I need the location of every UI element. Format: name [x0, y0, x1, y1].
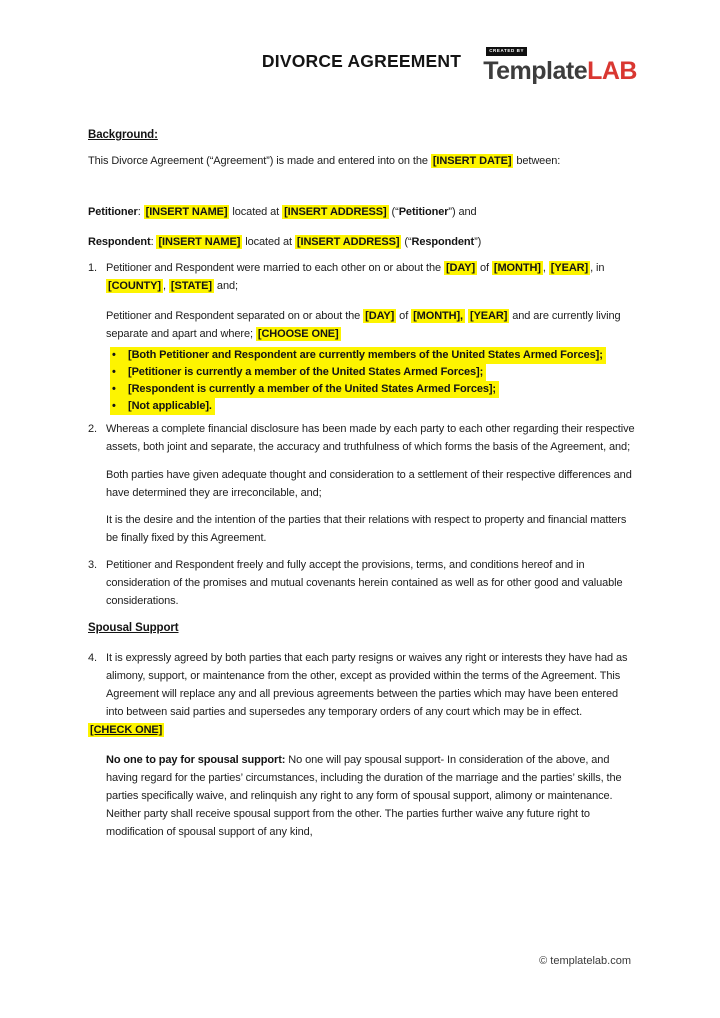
list-item-text: It is expressly agreed by both parties that each party resigns or waives any right or interests they have had as alimony, support, or maintenance from the other, except as provided within the terms of the Agreement. This Agreement will replace any and all previous agreements between the parties which may have been entered into between said parties and supersedes any temporary orders of any court which may be in effect.: [106, 652, 628, 718]
separation-paragraph: Petitioner and Respondent separated on or about the [DAY] of [MONTH], [YEAR] and are currently living separate and apart and where; [CHOOSE ONE]: [106, 310, 621, 340]
section-heading-background: Background:: [88, 129, 158, 141]
bullet-icon: •: [112, 366, 116, 378]
respondent-line: Respondent: [INSERT NAME] located at [INSERT ADDRESS] (“Respondent”): [88, 236, 482, 248]
no-spousal-support-paragraph: No one to pay for spousal support: No one will pay spousal support- In consideration of the above, and having regard for the parties’ circumstances, including the duration of the marriage and the parties’ skills, the parties specifically waive, and relinquish any right to any form of spousal support, alimony or maintenance. Neither party shall receive spousal support from the other. The parties further waive any future right to modification of spousal support of any kind,: [106, 754, 622, 838]
numbered-item-2: [88, 420, 635, 456]
bullet-item-text: [Petitioner is currently a member of the United States Armed Forces];: [128, 366, 484, 378]
list-number: 3.: [88, 559, 97, 571]
list-number: 2.: [88, 423, 97, 435]
numbered-item-3: [88, 556, 635, 610]
numbered-item-1: [88, 259, 635, 295]
intent-paragraph: It is the desire and the intention of the parties that their relations with respect to property and financial matters be finally fixed by this Agreement.: [106, 514, 627, 544]
check-one-label: [CHECK ONE]: [90, 724, 163, 736]
created-by-badge: CREATED BY: [486, 47, 527, 56]
logo-text-primary: Template: [483, 57, 588, 85]
bullet-item: [110, 364, 635, 381]
list-item-text: Petitioner and Respondent freely and fully accept the provisions, terms, and conditions hereof and in consideration of the promises and mutual covenants herein contained as well as for other good and valuable considerations.: [106, 559, 623, 607]
list-number: 1.: [88, 262, 97, 274]
bullet-item: [110, 381, 635, 398]
list-number: 4.: [88, 652, 97, 664]
bullet-item: [110, 398, 635, 415]
bullet-item: [110, 347, 635, 364]
list-item-text: Petitioner and Respondent were married to each other on or about the [DAY] of [MONTH] , [YEAR] , in [COUNTY] , [STATE] and;: [106, 262, 605, 292]
petitioner-line: Petitioner: [INSERT NAME] located at [INSERT ADDRESS] (“Petitioner”) and: [88, 206, 477, 218]
consideration-paragraph: Both parties have given adequate thought and consideration to a settlement of their respective differences and have determined they are irreconcilable, and;: [106, 469, 632, 499]
bullet-icon: •: [112, 383, 116, 395]
list-item-text: Whereas a complete financial disclosure has been made by each party to each other regarding their respective assets, both joint and separate, the accuracy and truthfulness of which forms the basis of the Agreement, and;: [106, 423, 635, 453]
bullet-item-text: [Respondent is currently a member of the United States Armed Forces];: [128, 383, 496, 395]
document-title: DIVORCE AGREEMENT: [261, 51, 462, 71]
bullet-item-text: [Both Petitioner and Respondent are currently members of the United States Armed Forces];: [128, 349, 603, 361]
choose-one-bullet-list: [88, 347, 635, 415]
bullet-icon: •: [112, 400, 116, 412]
numbered-item-4: [88, 649, 635, 721]
templatelab-logo-text: [483, 58, 637, 85]
templatelab-logo: [483, 40, 637, 85]
bullet-icon: •: [112, 349, 116, 361]
footer-copyright: © templatelab.com: [539, 955, 631, 967]
section-heading-spousal-support: Spousal Support: [88, 622, 179, 634]
intro-paragraph: This Divorce Agreement (“Agreement”) is made and entered into on the [INSERT DATE] between:: [88, 155, 561, 167]
logo-text-accent: LAB: [587, 57, 637, 85]
bullet-item-text: [Not applicable].: [128, 400, 212, 412]
